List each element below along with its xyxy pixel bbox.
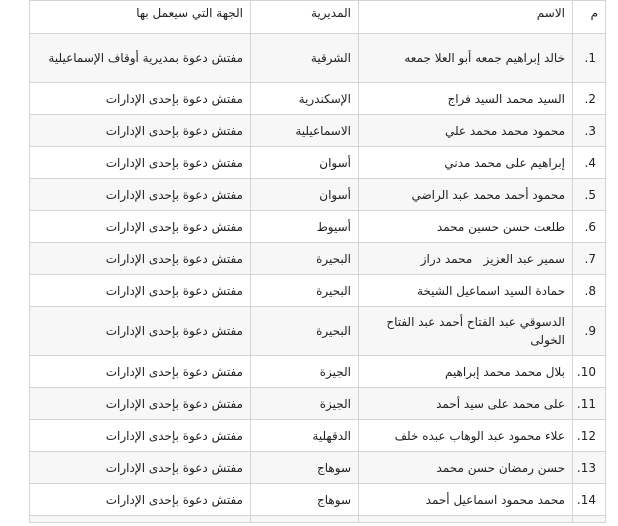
row-directorate: الدقهلية (251, 420, 359, 452)
row-workplace: مفتش دعوة بإحدى الإدارات (30, 179, 251, 211)
row-name: محمود محمد محمد علي (359, 115, 573, 147)
row-number: 12. (573, 420, 606, 452)
row-workplace: مفتش دعوة بإحدى الإدارات (30, 484, 251, 516)
table-row (30, 484, 606, 516)
row-name: علاء محمود عبد الوهاب عبده خلف (359, 420, 573, 452)
row-name: سمير عبد العزيز محمد دراز (359, 243, 573, 275)
row-directorate: أسيوط (251, 211, 359, 243)
table-row (30, 307, 606, 356)
row-directorate: البحيرة (251, 243, 359, 275)
table-row (30, 115, 606, 147)
row-number: 1. (573, 34, 606, 83)
row-workplace: مفتش دعوة بإحدى الإدارات (30, 452, 251, 484)
row-directorate: سوهاج (251, 452, 359, 484)
row-workplace: مفتش دعوة بإحدى الإدارات (30, 388, 251, 420)
row-number: 10. (573, 356, 606, 388)
row-directorate: الجيزة (251, 388, 359, 420)
row-name: محمد محمود اسماعيل أحمد (359, 484, 573, 516)
row-workplace: مفتش دعوة بإحدى الإدارات (30, 211, 251, 243)
table-row (30, 388, 606, 420)
row-number: 14. (573, 484, 606, 516)
row-name: محمود أحمد محمد عبد الراضي (359, 179, 573, 211)
row-directorate: البحيرة (251, 275, 359, 307)
row-directorate: البحيرة (251, 307, 359, 356)
table-header-row (30, 1, 606, 34)
row-name: بلال محمد محمد إبراهيم (359, 356, 573, 388)
row-number: 8. (573, 275, 606, 307)
row-directorate: أسوان (251, 147, 359, 179)
header-workplace: الجهة التي سيعمل بها (30, 1, 251, 34)
row-number: 13. (573, 452, 606, 484)
row-number: 3. (573, 115, 606, 147)
table-row (30, 356, 606, 388)
header-directorate: المديرية (251, 1, 359, 34)
row-workplace: مفتش دعوة بإحدى الإدارات (30, 115, 251, 147)
row-name: حسن رمضان حسن محمد (359, 452, 573, 484)
table-row (30, 275, 606, 307)
row-name: إبراهيم على محمد مدني (359, 147, 573, 179)
table-row (30, 147, 606, 179)
row-number: 7. (573, 243, 606, 275)
table-row (30, 420, 606, 452)
row-directorate: سوهاج (251, 484, 359, 516)
row-workplace: مفتش دعوة بمديرية أوقاف الإسماعيلية (30, 34, 251, 83)
row-number: 9. (573, 307, 606, 356)
table-row (30, 243, 606, 275)
table-row (30, 179, 606, 211)
header-number: م (573, 1, 606, 34)
row-workplace: مفتش دعوة بإحدى الإدارات (30, 307, 251, 356)
row-directorate: الجيزة (251, 356, 359, 388)
row-number: 5. (573, 179, 606, 211)
row-number: 2. (573, 83, 606, 115)
row-number: 4. (573, 147, 606, 179)
table-row (30, 83, 606, 115)
table-row (30, 211, 606, 243)
row-name: السيد محمد السيد فراج (359, 83, 573, 115)
header-name: الاسم (359, 1, 573, 34)
row-directorate: الاسماعيلية (251, 115, 359, 147)
assignments-table-container (30, 0, 606, 523)
row-workplace: مفتش دعوة بإحدى الإدارات (30, 243, 251, 275)
row-directorate: أسوان (251, 179, 359, 211)
row-name: على محمد على سيد أحمد (359, 388, 573, 420)
table-row (30, 452, 606, 484)
table-row (30, 34, 606, 83)
assignments-table (29, 0, 606, 523)
row-number: 11. (573, 388, 606, 420)
row-workplace: مفتش دعوة بإحدى الإدارات (30, 275, 251, 307)
row-name: خالد إبراهيم جمعه أبو العلا جمعه (359, 34, 573, 83)
row-name: حمادة السيد اسماعيل الشيخة (359, 275, 573, 307)
table-row-cut-off (30, 516, 606, 523)
row-name: طلعت حسن حسين محمد (359, 211, 573, 243)
row-directorate: الإسكندرية (251, 83, 359, 115)
row-workplace: مفتش دعوة بإحدى الإدارات (30, 420, 251, 452)
row-workplace: مفتش دعوة بإحدى الإدارات (30, 147, 251, 179)
row-workplace: مفتش دعوة بإحدى الإدارات (30, 356, 251, 388)
row-directorate: الشرقية (251, 34, 359, 83)
row-workplace: مفتش دعوة بإحدى الإدارات (30, 83, 251, 115)
row-name: الدسوقي عبد الفتاح أحمد عبد الفتاح الخولى (359, 307, 573, 356)
row-number: 6. (573, 211, 606, 243)
